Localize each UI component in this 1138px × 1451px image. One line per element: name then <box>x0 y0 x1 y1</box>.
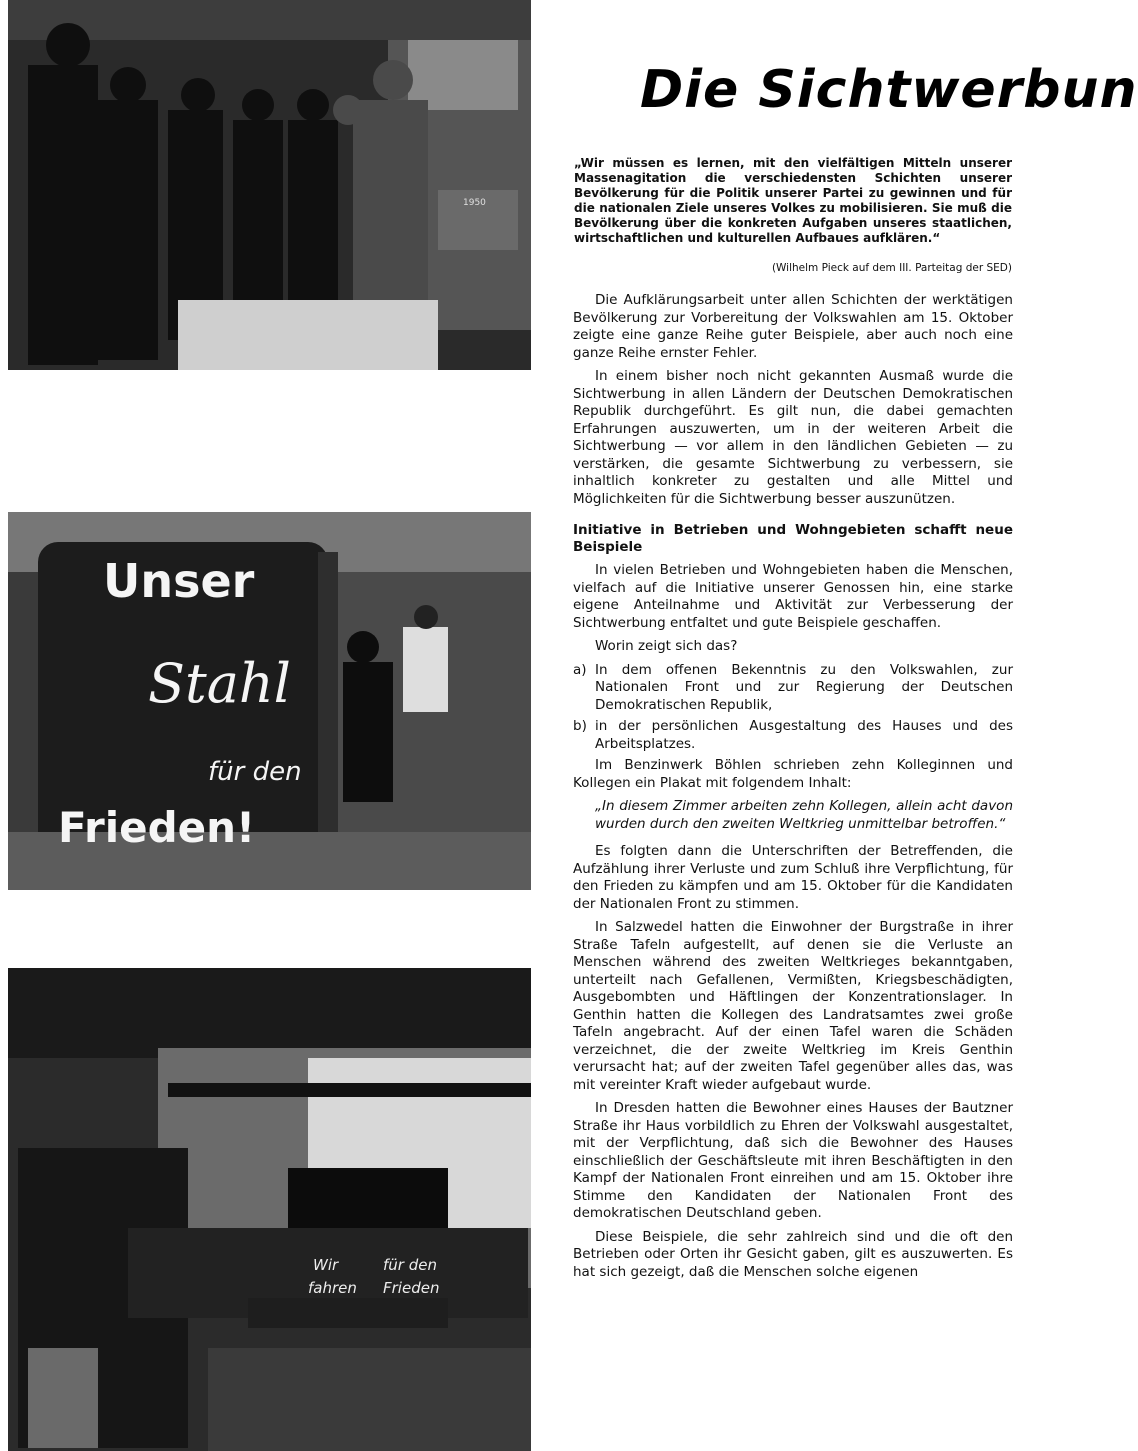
section-heading: Initiative in Betrieben und Wohngebieten schafft neue Beispiele <box>573 522 1013 555</box>
lead-quote: „Wir müssen es lernen, mit den vielfältigen Mitteln unserer Massenagitation die verschiedensten Schichten unserer Bevölkerung für die Politik unserer Partei zu gewinnen und für die nationalen Ziele unseres Volkes zu mobilisieren. Sie muß die Bevölkerung über die konkreten Aufgaben unseres staatlichen, wirtschaftlichen und kulturellen Aufbaues aufklären.“ <box>574 156 1012 245</box>
list-item-b <box>573 718 1013 753</box>
paragraph-2: In einem bisher noch nicht gekannten Ausmaß wurde die Sichtwerbung in allen Ländern der Deutschen Demokratischen Republik durchgeführt. Es gilt nun, die dabei gemachten Erfahrungen auszuwerten, um in der weiteren Arbeit die Sichtwerbung — vor allem in den ländlichen Gebieten — zu verstärken, die gesamte Sichtwerbung zu verbessern, sie inhaltlich konkreter zu gestalten und alle Mittel und Möglichkeiten für die Sichtwerbung besser auszunützen. <box>573 368 1013 507</box>
photo-steel-illustration <box>8 512 531 890</box>
list-marker-b: b) <box>573 718 587 734</box>
paragraph-3: In vielen Betrieben und Wohngebieten haben die Menschen, vielfach auf die Initiative unserer Genossen hin, eine starke eigene Anteilnahme und Aktivität zur Verbesserung der Sichtwerbung entfaltet und gute Beispiele geschaffen. <box>573 562 1013 631</box>
photo-workers-group <box>8 0 531 370</box>
paragraph-8: Diese Beispiele, die sehr zahlreich sind und die oft den Betrieben oder Orten ihr Gesicht gaben, gilt es auszuwerten. Es hat sich gezeigt, daß die Menschen solche eigenen <box>573 1228 1013 1280</box>
list-text-a: In dem offenen Bekenntnis zu den Volkswahlen, zur Nationalen Front und zur Regierung der Deutschen Demokratischen Republik, <box>595 661 1013 713</box>
list-marker-a: a) <box>573 661 587 678</box>
photo3-text-fuer-den: für den <box>383 1256 437 1274</box>
article-title: Die Sichtwerbun <box>640 60 1138 120</box>
photo-steel-mill <box>8 968 531 1451</box>
question: Worin zeigt sich das? <box>595 638 738 654</box>
photo3-text-frieden: Frieden <box>383 1279 440 1297</box>
paragraph-7: In Dresden hatten die Bewohner eines Hauses der Bautzner Straße ihr Haus vorbildlich zu Ehren der Volkswahl ausgestaltet, mit der Verpflichtung, daß sich die Bewohner des Hauses einschließlich der Geschäftsleute mit ihren Beschäftigten in den Kampf der Nationalen Front einreihen und am 15. Oktober ihre Stimme den Kandidaten der Nationalen Front des demokratischen Deutschland geben. <box>573 1100 1013 1221</box>
photo-mill-illustration <box>8 968 531 1451</box>
poster-citation: „In diesem Zimmer arbeiten zehn Kollegen, allein acht davon wurden durch den zweiten Weltkrieg unmittelbar betroffen.“ <box>595 798 1013 832</box>
quote-source: (Wilhelm Pieck auf dem III. Parteitag der SED) <box>771 262 1012 274</box>
paragraph-5: Es folgten dann die Unterschriften der Betreffenden, die Aufzählung ihrer Verluste und zum Schluß ihre Verpflichtung, für den Frieden zu kämpfen und am 15. Oktober für die Kandidaten der Nationalen Front zu stimmen. <box>573 843 1013 912</box>
photo2-text-unser: Unser <box>103 554 255 608</box>
photo1-numbers: 1950 <box>463 198 486 208</box>
photo3-text-fahren: fahren <box>308 1279 357 1297</box>
paragraph-6: In Salzwedel hatten die Einwohner der Burgstraße in ihrer Straße Tafeln aufgestellt, auf denen sie die Verluste an Menschen während des zweiten Weltkrieges bekanntgaben, unterteilt nach Gefallenen, Vermißten, Kriegsbeschädigten, Ausgebombten und Häftlingen der Konzentrationslager. In Genthin hatten die Kollegen des Landratsamtes zwei große Tafeln angebracht. Auf der einen Tafel waren die Schäden verzeichnet, die der zweite Weltkrieg im Kreis Genthin verursacht hat; auf der zweiten Tafel gegenüber alles das, was mit vereinter Kraft wieder aufgebaut wurde. <box>573 919 1013 1093</box>
photo-workers-illustration <box>8 0 531 370</box>
list-text-b: in der persönlichen Ausgestaltung des Hauses und des Arbeitsplatzes. <box>595 718 1013 752</box>
photo-steel-slogan <box>8 512 531 890</box>
photo2-text-frieden: Frieden! <box>58 803 256 852</box>
paragraph-1: Die Aufklärungsarbeit unter allen Schichten der werktätigen Bevölkerung zur Vorbereitung der Volkswahlen am 15. Oktober zeigte eine ganze Reihe guter Beispiele, aber auch noch eine ganze Reihe ernster Fehler. <box>573 292 1013 361</box>
list-item-a <box>573 662 1013 715</box>
photo3-text-wir: Wir <box>313 1256 339 1274</box>
article-body <box>573 292 1013 1287</box>
photo2-text-stahl: Stahl <box>148 652 291 715</box>
paragraph-4: Im Benzinwerk Böhlen schrieben zehn Kolleginnen und Kollegen ein Plakat mit folgendem Inhalt: <box>573 757 1013 791</box>
photo2-text-fuer-den: für den <box>208 757 302 787</box>
